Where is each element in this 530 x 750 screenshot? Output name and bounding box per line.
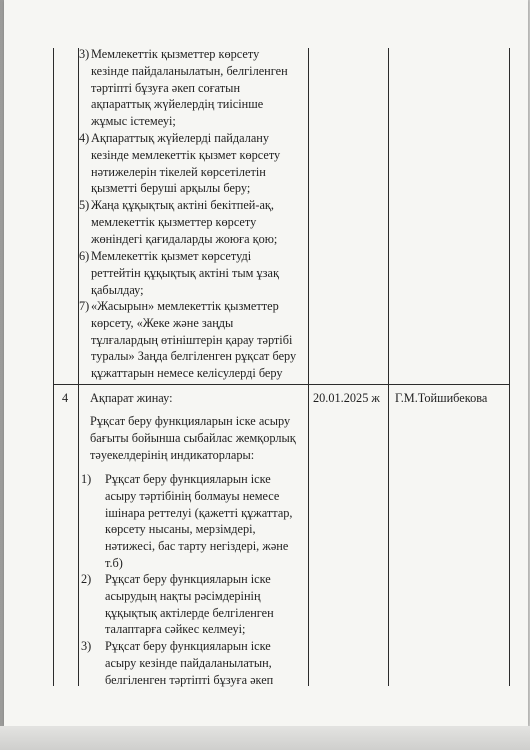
item-line: қабылдау; bbox=[91, 282, 144, 297]
row-heading: Ақпарат жинау: bbox=[90, 391, 173, 405]
row-date: 20.01.2025 ж bbox=[313, 391, 380, 405]
list-item bbox=[79, 248, 279, 298]
item-number: 2) bbox=[81, 572, 92, 586]
list-item bbox=[79, 130, 280, 197]
item-line: асыру кезінде пайдаланылатын, bbox=[105, 655, 272, 670]
table-row-divider bbox=[53, 384, 510, 385]
item-line: т.б) bbox=[105, 555, 123, 570]
row-intro bbox=[90, 413, 296, 463]
table-col-divider-3 bbox=[388, 48, 389, 686]
item-line: ішінара реттелуі (қажетті құжаттар, bbox=[105, 505, 293, 520]
list-item bbox=[79, 298, 296, 382]
item-line: Мемлекеттік қызметтер көрсету bbox=[91, 47, 260, 61]
item-number: 7) bbox=[79, 299, 90, 313]
list-item bbox=[81, 638, 273, 688]
item-line: нәтижесі, бас тарту негіздері, және bbox=[105, 539, 289, 554]
item-line: құжаттарын немесе келісулерді беру bbox=[91, 366, 283, 381]
item-line: нәтижелерін тікелей көрсетілетін bbox=[91, 164, 266, 179]
item-line: Рұқсат беру функцияларын іске bbox=[105, 472, 271, 486]
item-line: талаптарға сәйкес келмеуі; bbox=[105, 622, 246, 637]
intro-line: бағыты бойынша сыбайлас жемқорлық bbox=[90, 430, 296, 445]
table-border-left bbox=[53, 48, 54, 686]
item-line: жөніндегі қағидаларды жоюға қою; bbox=[91, 231, 278, 246]
item-number: 3) bbox=[81, 639, 92, 653]
item-line: Мемлекеттік қызмет көрсетуді bbox=[91, 249, 252, 263]
item-number: 4) bbox=[79, 131, 90, 145]
item-line: көрсету, «Жеке және заңды bbox=[91, 315, 234, 330]
item-line: тәртіпті бұзуға әкеп соғатын bbox=[91, 80, 241, 95]
item-line: ақпараттық жүйелердің тиісінше bbox=[91, 97, 264, 112]
item-line: Жаңа құқықтық актіні бекітпей-ақ, bbox=[91, 198, 274, 212]
item-line: Рұқсат беру функцияларын іске bbox=[105, 572, 271, 586]
item-line: құқықтық актілерде белгіленген bbox=[105, 605, 274, 620]
list-item bbox=[81, 571, 274, 638]
item-line: мемлекеттік қызметтер көрсету bbox=[91, 214, 257, 229]
row-number: 4 bbox=[62, 391, 69, 405]
table-col-divider-2 bbox=[308, 48, 309, 686]
table-border-right bbox=[509, 48, 510, 686]
item-number: 1) bbox=[81, 472, 92, 486]
list-item bbox=[79, 197, 277, 247]
item-line: Рұқсат беру функцияларын іске bbox=[105, 639, 271, 653]
item-number: 5) bbox=[79, 198, 90, 212]
item-line: белгіленген тәртіпті бұзуға әкеп bbox=[105, 672, 274, 687]
item-line: кезінде пайдаланылатын, белгіленген bbox=[91, 63, 288, 78]
item-line: тұлғалардың өтініштерін қарау тәртібі bbox=[91, 332, 293, 347]
item-line: реттейтін құқықтық актіні тым ұзақ bbox=[91, 265, 279, 280]
page-bottom-shadow bbox=[0, 726, 530, 750]
item-number: 6) bbox=[79, 249, 90, 263]
item-line: асырудың нақты рәсімдерінің bbox=[105, 588, 261, 603]
item-line: Ақпараттық жүйелерді пайдалану bbox=[91, 131, 270, 145]
item-line: кезінде мемлекеттік қызмет көрсету bbox=[91, 147, 281, 162]
intro-line: тәуекелдерінің индикаторлары: bbox=[90, 447, 255, 462]
item-line: асыру тәртібінің болмауы немесе bbox=[105, 488, 280, 503]
list-item bbox=[79, 46, 288, 130]
intro-line: Рұқсат беру функцияларын іске асыру bbox=[90, 414, 291, 428]
list-item bbox=[81, 471, 293, 572]
item-line: көрсету нысаны, мерзімдері, bbox=[105, 522, 256, 537]
item-line: жұмыс істемеуі; bbox=[91, 114, 176, 129]
item-line: туралы» Заңда белгіленген рұқсат беру bbox=[91, 349, 297, 364]
item-line: «Жасырын» мемлекеттік қызметтер bbox=[91, 299, 279, 313]
item-line: қызметті беруші арқылы беру; bbox=[91, 181, 251, 196]
item-number: 3) bbox=[79, 47, 90, 61]
row-responsible: Г.М.Тойшибекова bbox=[395, 391, 488, 405]
